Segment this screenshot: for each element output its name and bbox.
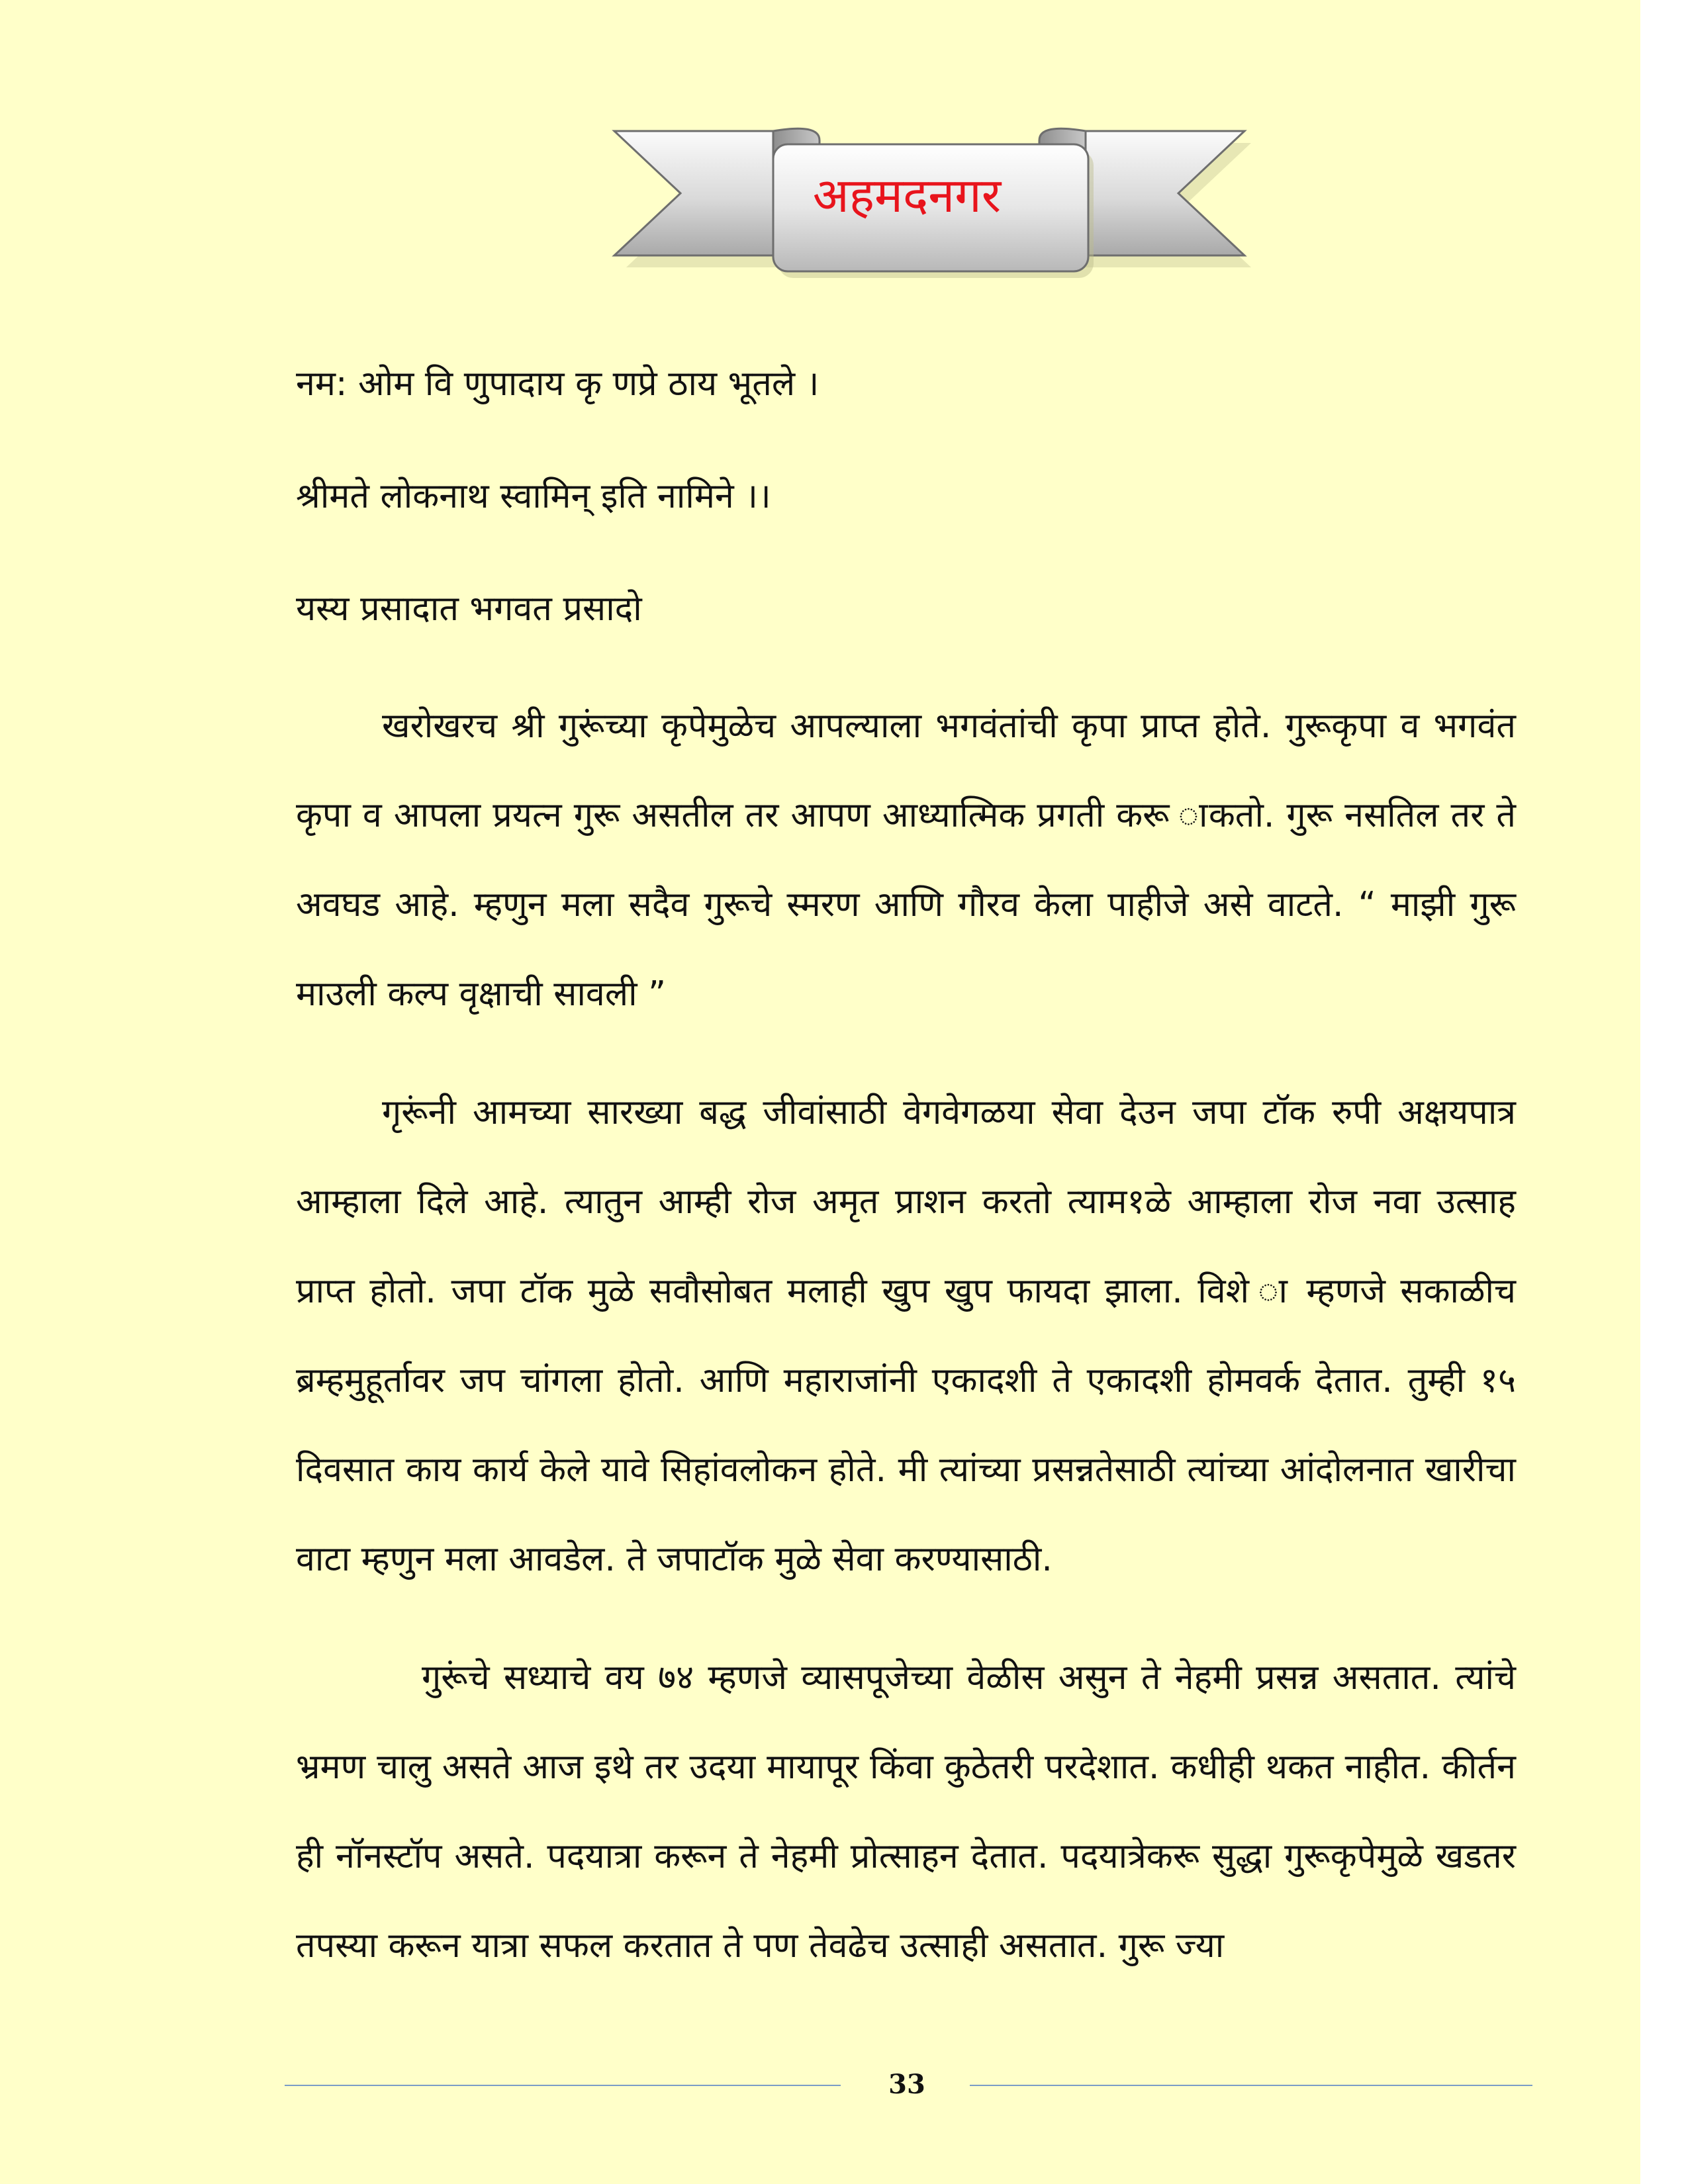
paragraph: गुरूंचे सध्याचे वय ७४ म्हणजे व्यासपूजेच्या वेळीस असुन ते नेहमी प्रसन्न असतात. त्यांचे भ्रमण चालु असते आज इथे तर उदया मायापूर किंवा कुठेतरी परदेशात. कधीही थकत नाहीत. कीर्तन ही नॉनस्टॉप असते. पदयात्रा करून ते नेहमी प्रोत्साहन देतात. पदयात्रेकरू सुद्धा गुरूकृपेमुळे खडतर तपस्या करून यात्रा सफल करतात ते पण तेवढेच उत्साही असतात. गुरू ज्या: [296, 1658, 1516, 1966]
title-banner: [609, 126, 1258, 291]
footer-rule-left: [285, 2085, 841, 2086]
paragraph: गृरूंनी आमच्या सारख्या बद्ध जीवांसाठी वेगवेगळया सेवा देउन जपा टॉक रुपी अक्षयपात्र आम्हाला दिले आहे. त्यातुन आम्ही रोज अमृत प्राशन करतो त्याम१ळे आम्हाला रोज नवा उत्साह प्राप्त होतो. जपा टॉक मुळे सवौसोबत मलाही खुप खुप फायदा झाला. विशे ा म्हणजे सकाळीच ब्रम्हमुहूर्तावर जप चांगला होतो. आणि महाराजांनी एकादशी ते एकादशी होमवर्क देतात. तुम्ही १५ दिवसात काय कार्य केले यावे सिहांवलोकन होते. मी त्यांच्या प्रसन्नतेसाठी त्यांच्या आंदोलनात खारीचा वाटा म्हणुन मला आवडेल. ते जपाटॉक मुळे सेवा करण्यासाठी.: [296, 1093, 1516, 1579]
body-content: [296, 344, 1516, 2020]
verse-line: नम: ओम वि णुपादाय कृ णप्रे ठाय भूतले ।: [296, 364, 820, 404]
footer-rule-right: [970, 2085, 1532, 2086]
page-margin-strip: [1640, 0, 1688, 2184]
paragraph: खरोखरच श्री गुरूंच्या कृपेमुळेच आपल्याला भगवंतांची कृपा प्राप्त होते. गुरूकृपा व भगवंत कृपा व आपला प्रयत्न गुरू असतील तर आपण आध्यात्मिक प्रगती करू ाकतो. गुरू नसतिल तर ते अवघड आहे. म्हणुन मला सदैव गुरूचे स्मरण आणि गौरव केला पाहीजे असे वाटते. “ माझी गुरू माउली कल्प वृक्षाची सावली ”: [296, 706, 1516, 1014]
verse-line: यस्य प्रसादात भगवत प्रसादो: [296, 589, 642, 629]
verse-line: श्रीमते लोकनाथ स्वामिन् इति नामिने ।।: [296, 477, 771, 516]
page-title: अहमदनगर: [812, 167, 1002, 223]
page-number: 33: [888, 2069, 925, 2100]
